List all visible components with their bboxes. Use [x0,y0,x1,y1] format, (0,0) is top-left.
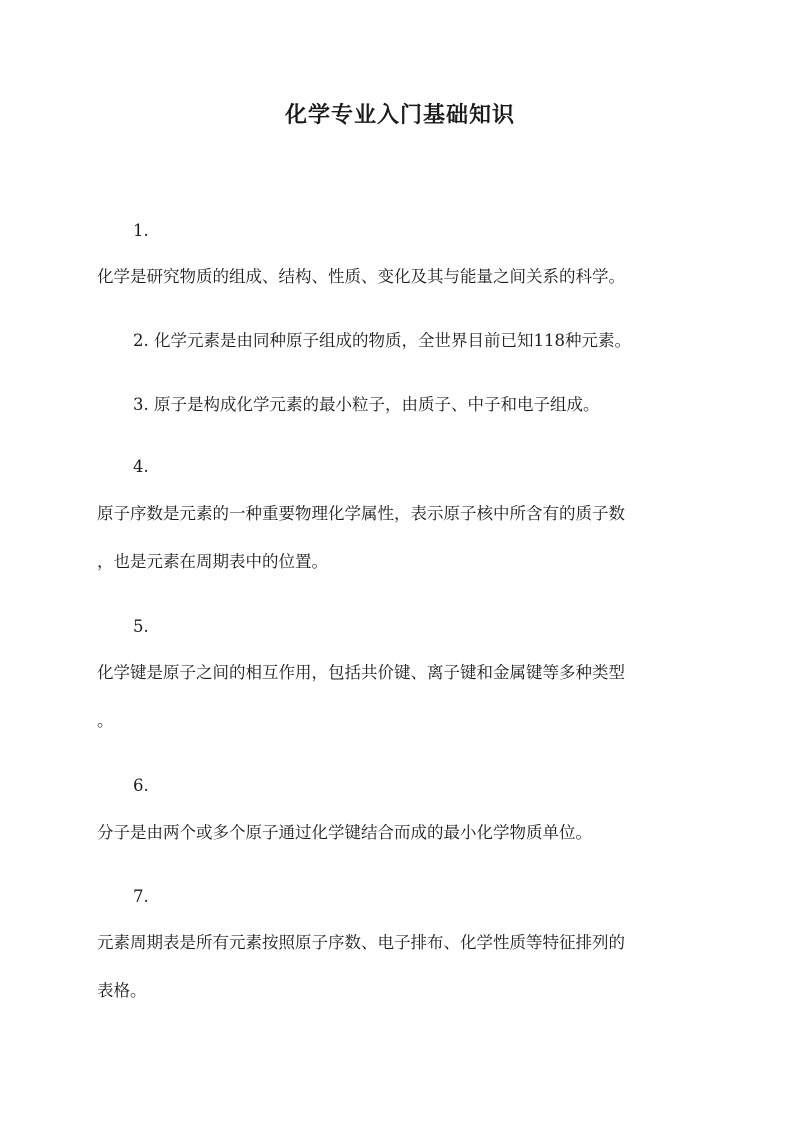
item-7-number: 7. [133,887,149,906]
item-2-text: 2. 化学元素是由同种原子组成的物质，全世界目前已知118种元素。 [133,331,631,350]
item-3-text: 3. 原子是构成化学元素的最小粒子，由质子、中子和电子组成。 [133,395,600,414]
item-6-text: 分子是由两个或多个原子通过化学键结合而成的最小化学物质单位。 [97,823,592,842]
item-1-text: 化学是研究物质的组成、结构、性质、变化及其与能量之间关系的科学。 [97,267,625,286]
item-5-number: 5. [133,617,149,636]
item-1-number: 1. [133,221,149,240]
item-7-text-line-2: 表格。 [97,981,147,1000]
item-4-number: 4. [133,457,149,476]
document-title: 化学专业入门基础知识 [284,102,515,128]
item-4-text-line-1: 原子序数是元素的一种重要物理化学属性，表示原子核中所含有的质子数 [97,504,625,523]
item-7-text-line-1: 元素周期表是所有元素按照原子序数、电子排布、化学性质等特征排列的 [97,933,625,952]
item-6-number: 6. [133,776,149,795]
item-4-text-line-2: ，也是元素在周期表中的位置。 [97,552,328,571]
item-5-text-line-1: 化学键是原子之间的相互作用，包括共价键、离子键和金属键等多种类型 [97,663,625,682]
item-5-text-line-2: 。 [97,711,114,730]
